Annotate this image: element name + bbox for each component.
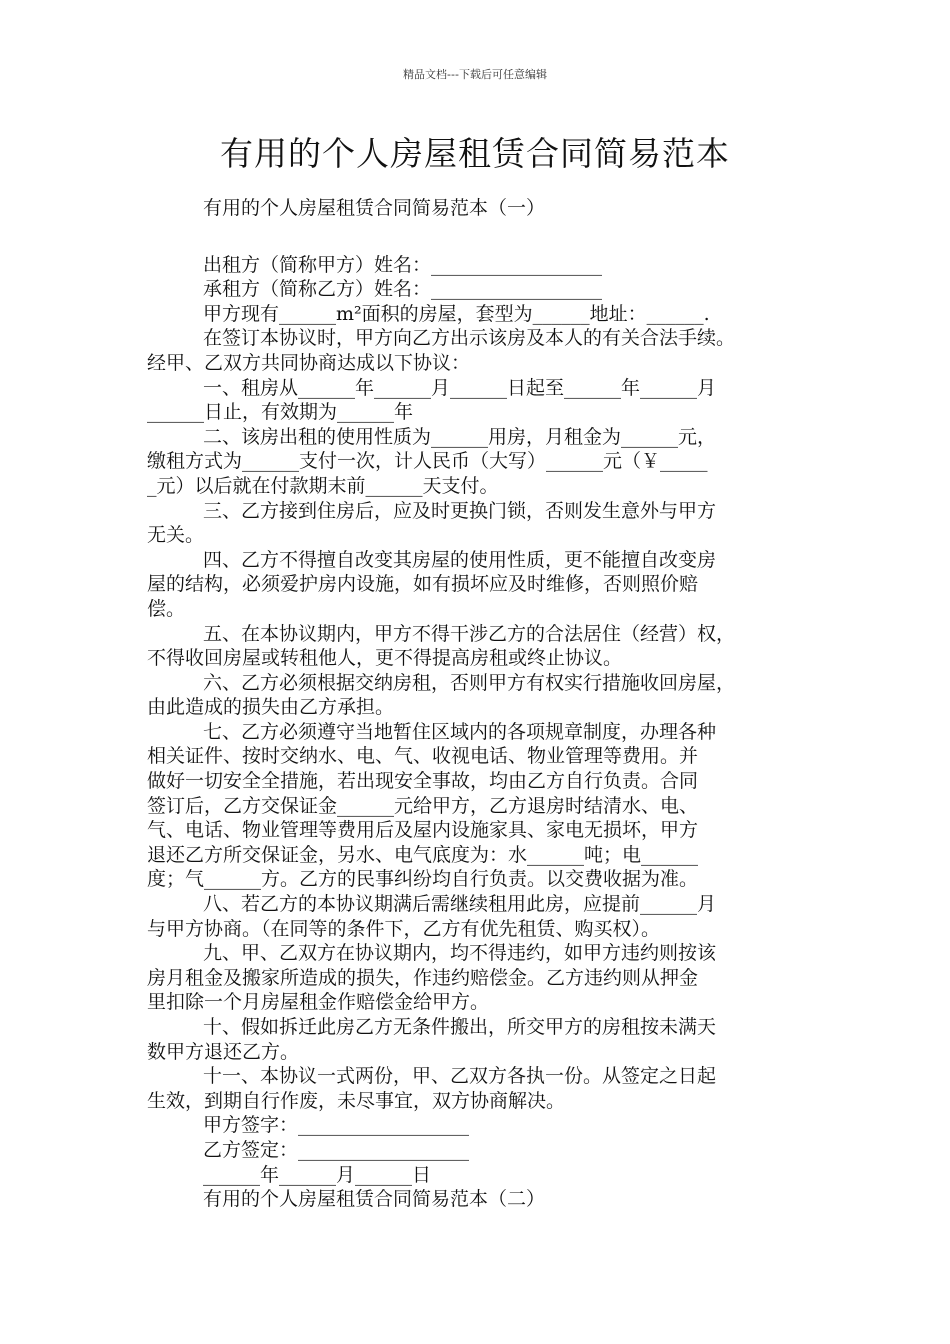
text-line: 退还乙方所交保证金，另水、电气底度为：水______吨；电______: [147, 843, 699, 866]
text-line: 四、乙方不得擅自改变其房屋的使用性质，更不能擅自改变房: [203, 548, 717, 571]
text-line: 度；气______方。乙方的民事纠纷均自行负责。以交费收据为准。: [147, 868, 699, 891]
text-line: 八、若乙方的本协议期满后需继续租用此房，应提前______月: [203, 893, 717, 916]
text-line: 有用的个人房屋租赁合同简易范本（一）: [203, 197, 546, 219]
text-line: 生效，到期自行作废，未尽事宜，双方协商解决。: [147, 1089, 566, 1112]
document-body: [147, 196, 823, 1212]
text-line: 不得收回房屋或转租他人，更不得提高房租或终止协议。: [147, 647, 623, 670]
text-line: 九、甲、乙双方在协议期内，均不得违约，如甲方违约则按该: [203, 942, 717, 965]
text-line: ______年______月______日: [203, 1163, 432, 1186]
text-line: 甲方现有______m²面积的房屋，套型为______地址：______.: [203, 302, 710, 325]
text-line: 二、该房出租的使用性质为______用房，月租金为______元，: [203, 425, 717, 448]
text-line: 有用的个人房屋租赁合同简易范本（二）: [203, 1188, 546, 1211]
text-line: 在签订本协议时，甲方向乙方出示该房及本人的有关合法手续。: [203, 327, 736, 350]
text-line: 经甲、乙双方共同协商达成以下协议：: [147, 351, 471, 374]
text-line: 签订后，乙方交保证金______元给甲方，乙方退房时结清水、电、: [147, 794, 699, 817]
text-line: 无关。: [147, 524, 205, 547]
text-line: 由此造成的损失由乙方承担。: [147, 696, 395, 719]
text-line: 六、乙方必须根据交纳房租，否则甲方有权实行措施收回房屋，: [203, 671, 736, 694]
text-line: 乙方签定：__________________: [203, 1138, 470, 1161]
text-line: 甲方签字：__________________: [203, 1114, 470, 1137]
text-line: 缴租方式为______支付一次，计人民币（大写）______元（￥_____: [147, 450, 708, 473]
text-line: 承租方（简称乙方）姓名：__________________: [203, 278, 603, 301]
text-line: 十一、本协议一式两份，甲、乙双方各执一份。从签定之日起: [203, 1065, 717, 1088]
text-line: 五、在本协议期内，甲方不得干涉乙方的合法居住（经营）权，: [203, 622, 736, 645]
text-line: _元）以后就在付款期末前______天支付。: [147, 474, 499, 497]
header-note: 精品文档---下载后可任意编辑: [403, 68, 547, 81]
text-line: 偿。: [147, 597, 186, 620]
paragraph-gap: [147, 221, 823, 253]
text-line: 三、乙方接到住房后，应及时更换门锁，否则发生意外与甲方: [203, 499, 717, 522]
text-line: 屋的结构，必须爱护房内设施，如有损坏应及时维修，否则照价赔: [147, 573, 699, 596]
text-line: 与甲方协商。（在同等的条件下，乙方有优先租赁、购买权）。: [147, 917, 661, 940]
text-line: 气、电话、物业管理等费用后及屋内设施家具、家电无损坏，甲方: [147, 819, 699, 842]
text-line: 房月租金及搬家所造成的损失，作违约赔偿金。乙方违约则从押金: [147, 966, 699, 989]
text-line: 数甲方退还乙方。: [147, 1040, 300, 1063]
text-line: 做好一切安全全措施，若出现安全事故，均由乙方自行负责。合同: [147, 770, 699, 793]
text-line: 出租方（简称甲方）姓名：__________________: [203, 253, 603, 276]
text-line: 里扣除一个月房屋租金作赔偿金给甲方。: [147, 991, 490, 1014]
text-line: 一、租房从______年______月______日起至______年______月: [203, 376, 717, 399]
document-title: 有用的个人房屋租赁合同简易范本: [220, 134, 730, 173]
text-line: 七、乙方必须遵守当地暂住区域内的各项规章制度，办理各种: [203, 720, 717, 743]
text-line: ______日止，有效期为______年: [147, 401, 414, 424]
text-line: 十、假如拆迁此房乙方无条件搬出，所交甲方的房租按未满天: [203, 1016, 717, 1038]
text-line: 相关证件、按时交纳水、电、气、收视电话、物业管理等费用。并: [147, 745, 699, 768]
